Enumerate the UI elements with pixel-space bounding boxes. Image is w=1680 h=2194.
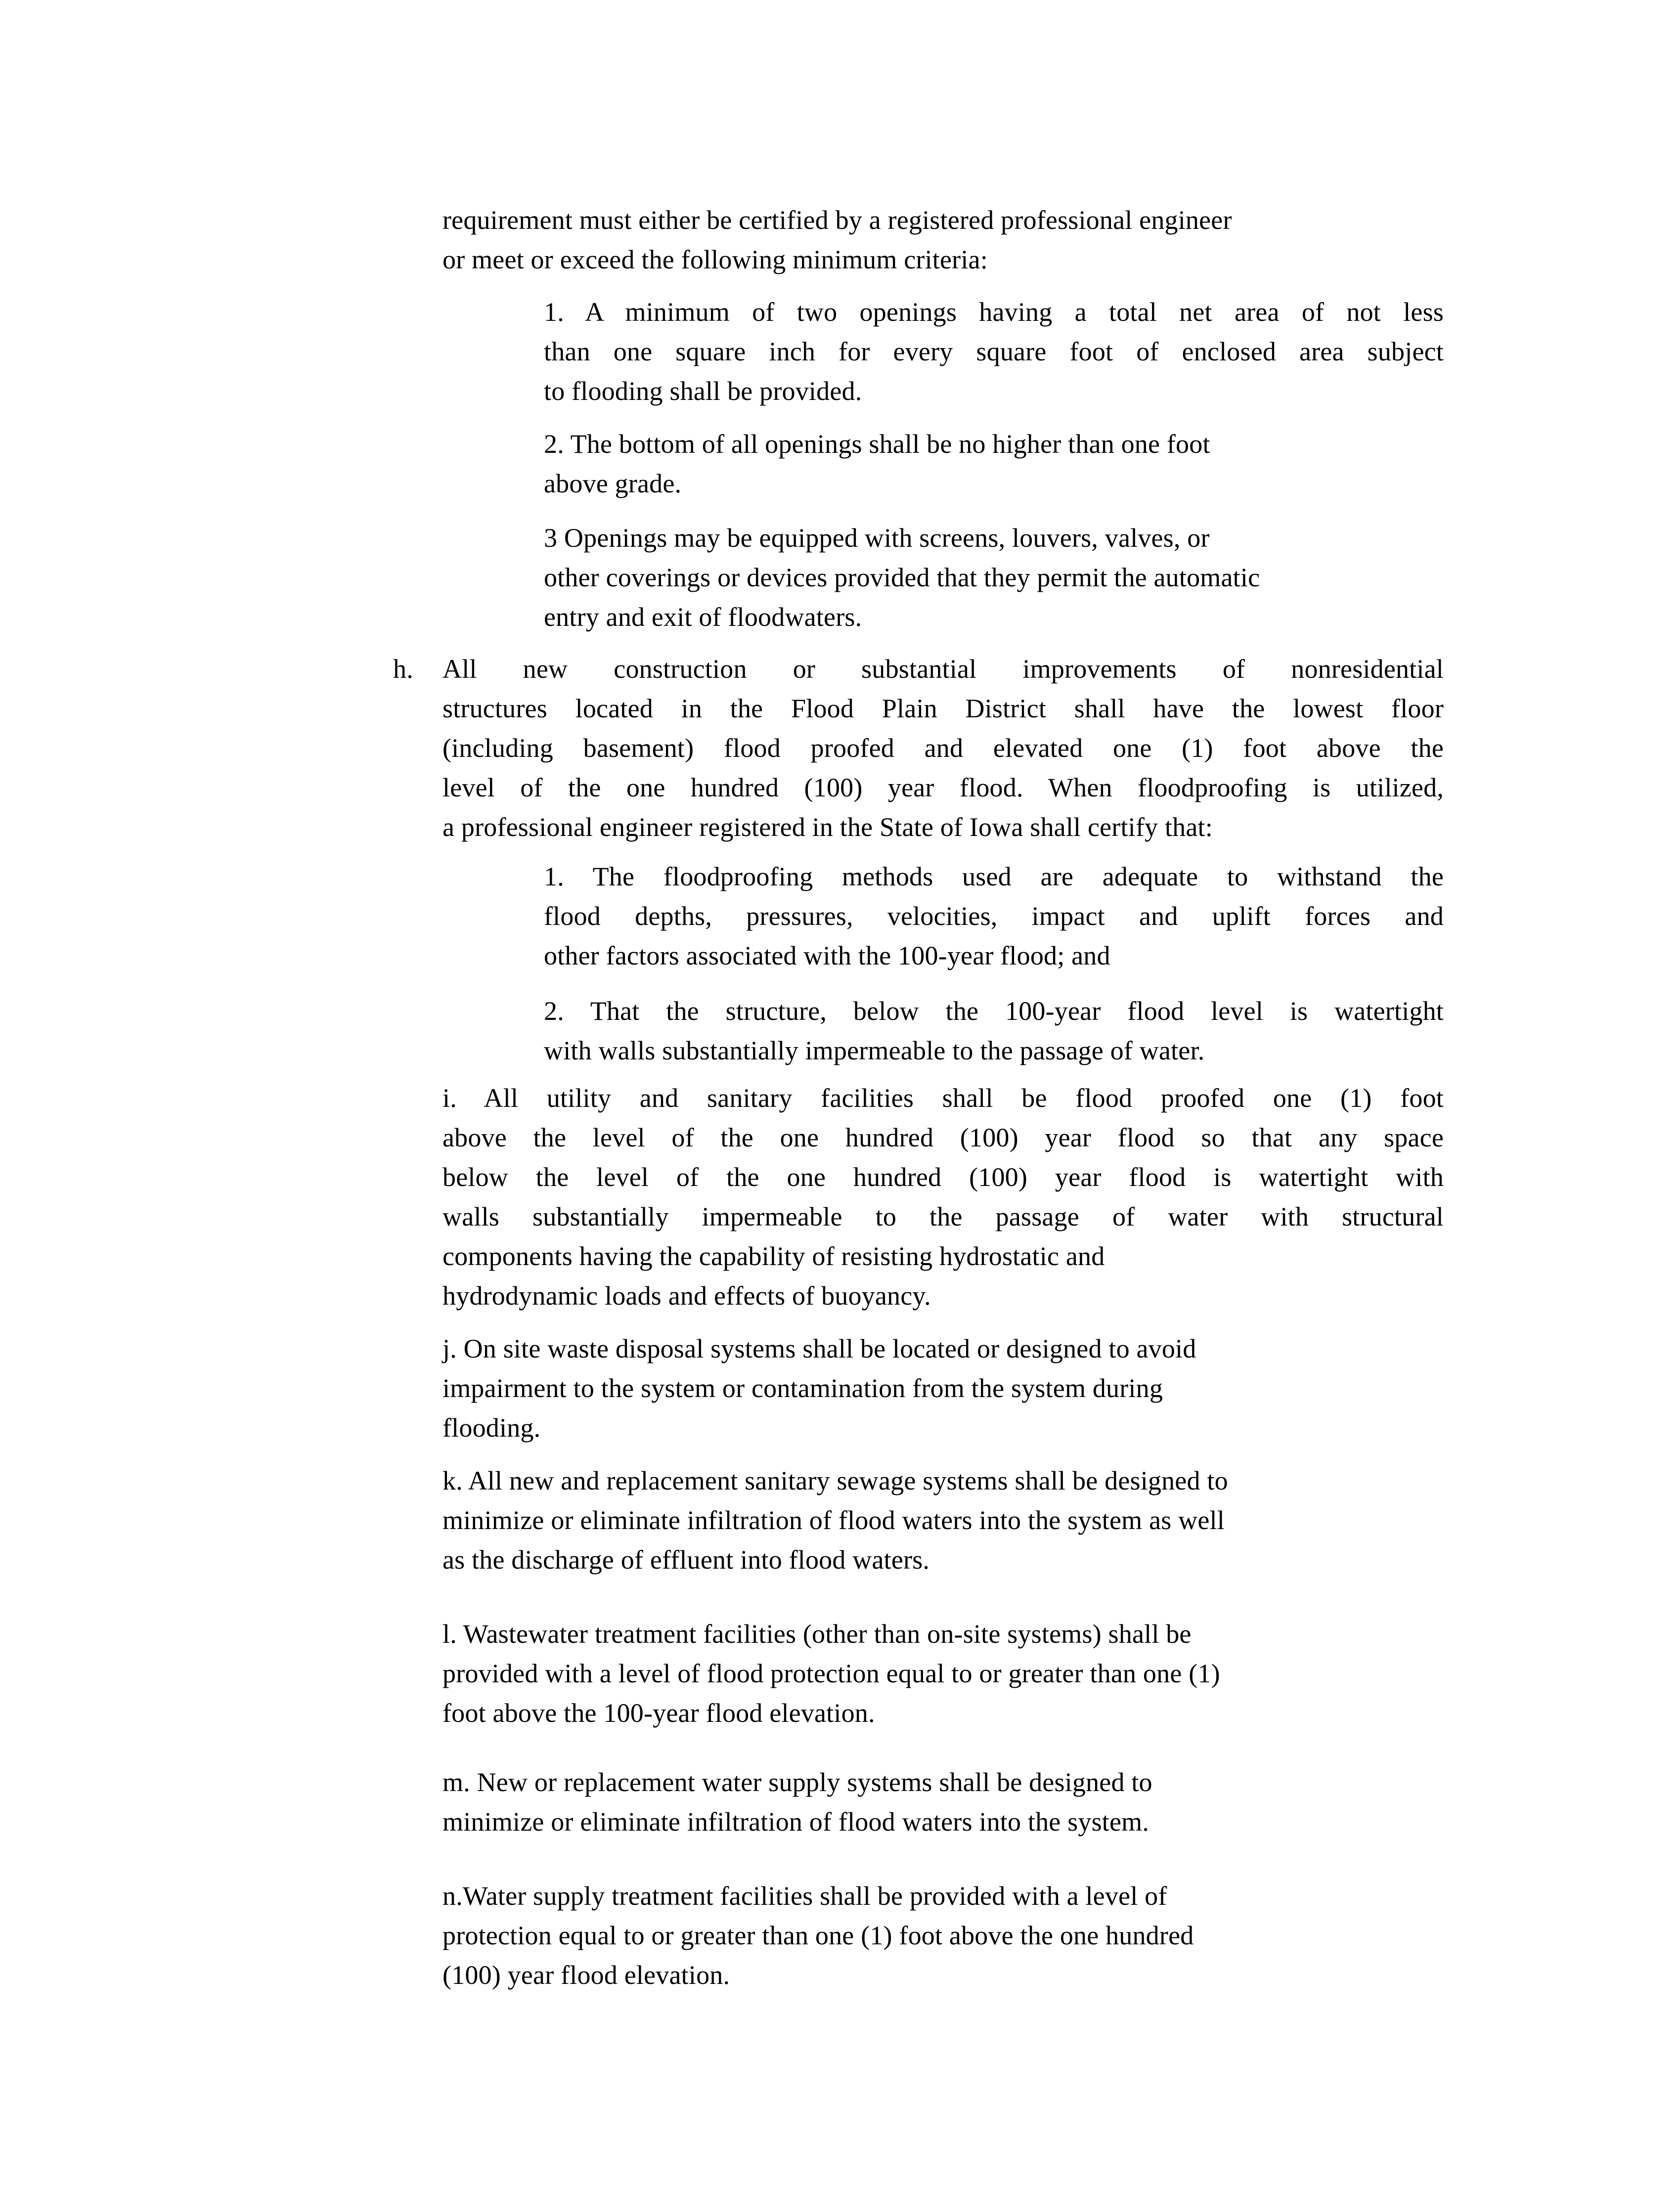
paragraph-l: [442, 1614, 1444, 1733]
text-line: components having the capability of resisting hydrostatic and: [442, 1241, 1105, 1271]
paragraph-i: [442, 1078, 1444, 1316]
text-line: structures located in the Flood Plain District shall have the lowest floor: [442, 694, 1444, 723]
text-line: a professional engineer registered in the State of Iowa shall certify that:: [442, 812, 1213, 842]
text-line: 2. The bottom of all openings shall be no higher than one foot: [544, 429, 1210, 459]
paragraph-m: [442, 1762, 1444, 1842]
text-line: entry and exit of floodwaters.: [544, 602, 862, 632]
text-line: i. All utility and sanitary facilities shall be flood proofed one (1) foot: [442, 1083, 1444, 1113]
paragraph-intro: [442, 200, 1444, 279]
text-line: minimize or eliminate infiltration of flood waters into the system.: [442, 1807, 1149, 1837]
text-line: than one square inch for every square foot of enclosed area subject: [544, 337, 1444, 366]
text-line: n.Water supply treatment facilities shall be provided with a level of: [442, 1881, 1167, 1911]
text-line: 2. That the structure, below the 100-year flood level is watertight: [544, 996, 1444, 1026]
text-line: walls substantially impermeable to the passage of water with structural: [442, 1202, 1444, 1231]
paragraph-h: [393, 649, 1444, 847]
text-line: minimize or eliminate infiltration of flood waters into the system as well: [442, 1505, 1225, 1535]
text-line: flooding.: [442, 1413, 541, 1443]
paragraph-h-item-1: [544, 857, 1444, 975]
paragraph-k: [442, 1461, 1444, 1580]
text-line: (100) year flood elevation.: [442, 1960, 730, 1990]
text-line: below the level of the one hundred (100) year flood is watertight with: [442, 1162, 1444, 1192]
paragraph-criteria-item-3: [544, 518, 1444, 637]
text-line: flood depths, pressures, velocities, impact and uplift forces and: [544, 901, 1444, 931]
list-label-h: h.: [393, 654, 413, 684]
paragraph-criteria-item-1: [544, 292, 1444, 411]
paragraph-h-text: [442, 649, 1444, 847]
paragraph-j: [442, 1329, 1444, 1448]
text-line: l. Wastewater treatment facilities (other than on-site systems) shall be: [442, 1619, 1192, 1649]
paragraph-criteria-item-2: [544, 424, 1444, 503]
text-line: as the discharge of effluent into flood waters.: [442, 1545, 930, 1575]
text-line: requirement must either be certified by a registered professional engineer: [442, 205, 1232, 235]
text-line: provided with a level of flood protection equal to or greater than one (1): [442, 1659, 1220, 1688]
text-line: above the level of the one hundred (100) year flood so that any space: [442, 1123, 1444, 1152]
text-line: to flooding shall be provided.: [544, 376, 862, 406]
text-line: or meet or exceed the following minimum criteria:: [442, 245, 988, 274]
text-line: impairment to the system or contamination from the system during: [442, 1373, 1163, 1403]
text-line: with walls substantially impermeable to the passage of water.: [544, 1036, 1205, 1065]
text-line: 1. A minimum of two openings having a total net area of not less: [544, 297, 1444, 327]
text-line: k. All new and replacement sanitary sewage systems shall be designed to: [442, 1466, 1228, 1495]
text-line: 1. The floodproofing methods used are adequate to withstand the: [544, 862, 1444, 891]
text-line: level of the one hundred (100) year flood. When floodproofing is utilized,: [442, 773, 1444, 802]
text-line: foot above the 100-year flood elevation.: [442, 1698, 875, 1728]
paragraph-n: [442, 1876, 1444, 1995]
text-line: (including basement) flood proofed and elevated one (1) foot above the: [442, 733, 1444, 763]
document-text-block: [393, 200, 1444, 1995]
text-line: All new construction or substantial improvements of nonresidential: [442, 654, 1444, 684]
text-line: other factors associated with the 100-year flood; and: [544, 941, 1110, 970]
text-line: m. New or replacement water supply systems shall be designed to: [442, 1767, 1152, 1797]
paragraph-h-item-2: [544, 991, 1444, 1070]
text-line: 3 Openings may be equipped with screens, louvers, valves, or: [544, 523, 1210, 553]
text-line: other coverings or devices provided that they permit the automatic: [544, 563, 1260, 592]
text-line: protection equal to or greater than one (1) foot above the one hundred: [442, 1921, 1194, 1950]
text-line: above grade.: [544, 469, 682, 498]
text-line: j. On site waste disposal systems shall be located or designed to avoid: [442, 1334, 1196, 1363]
text-line: hydrodynamic loads and effects of buoyancy.: [442, 1281, 931, 1311]
